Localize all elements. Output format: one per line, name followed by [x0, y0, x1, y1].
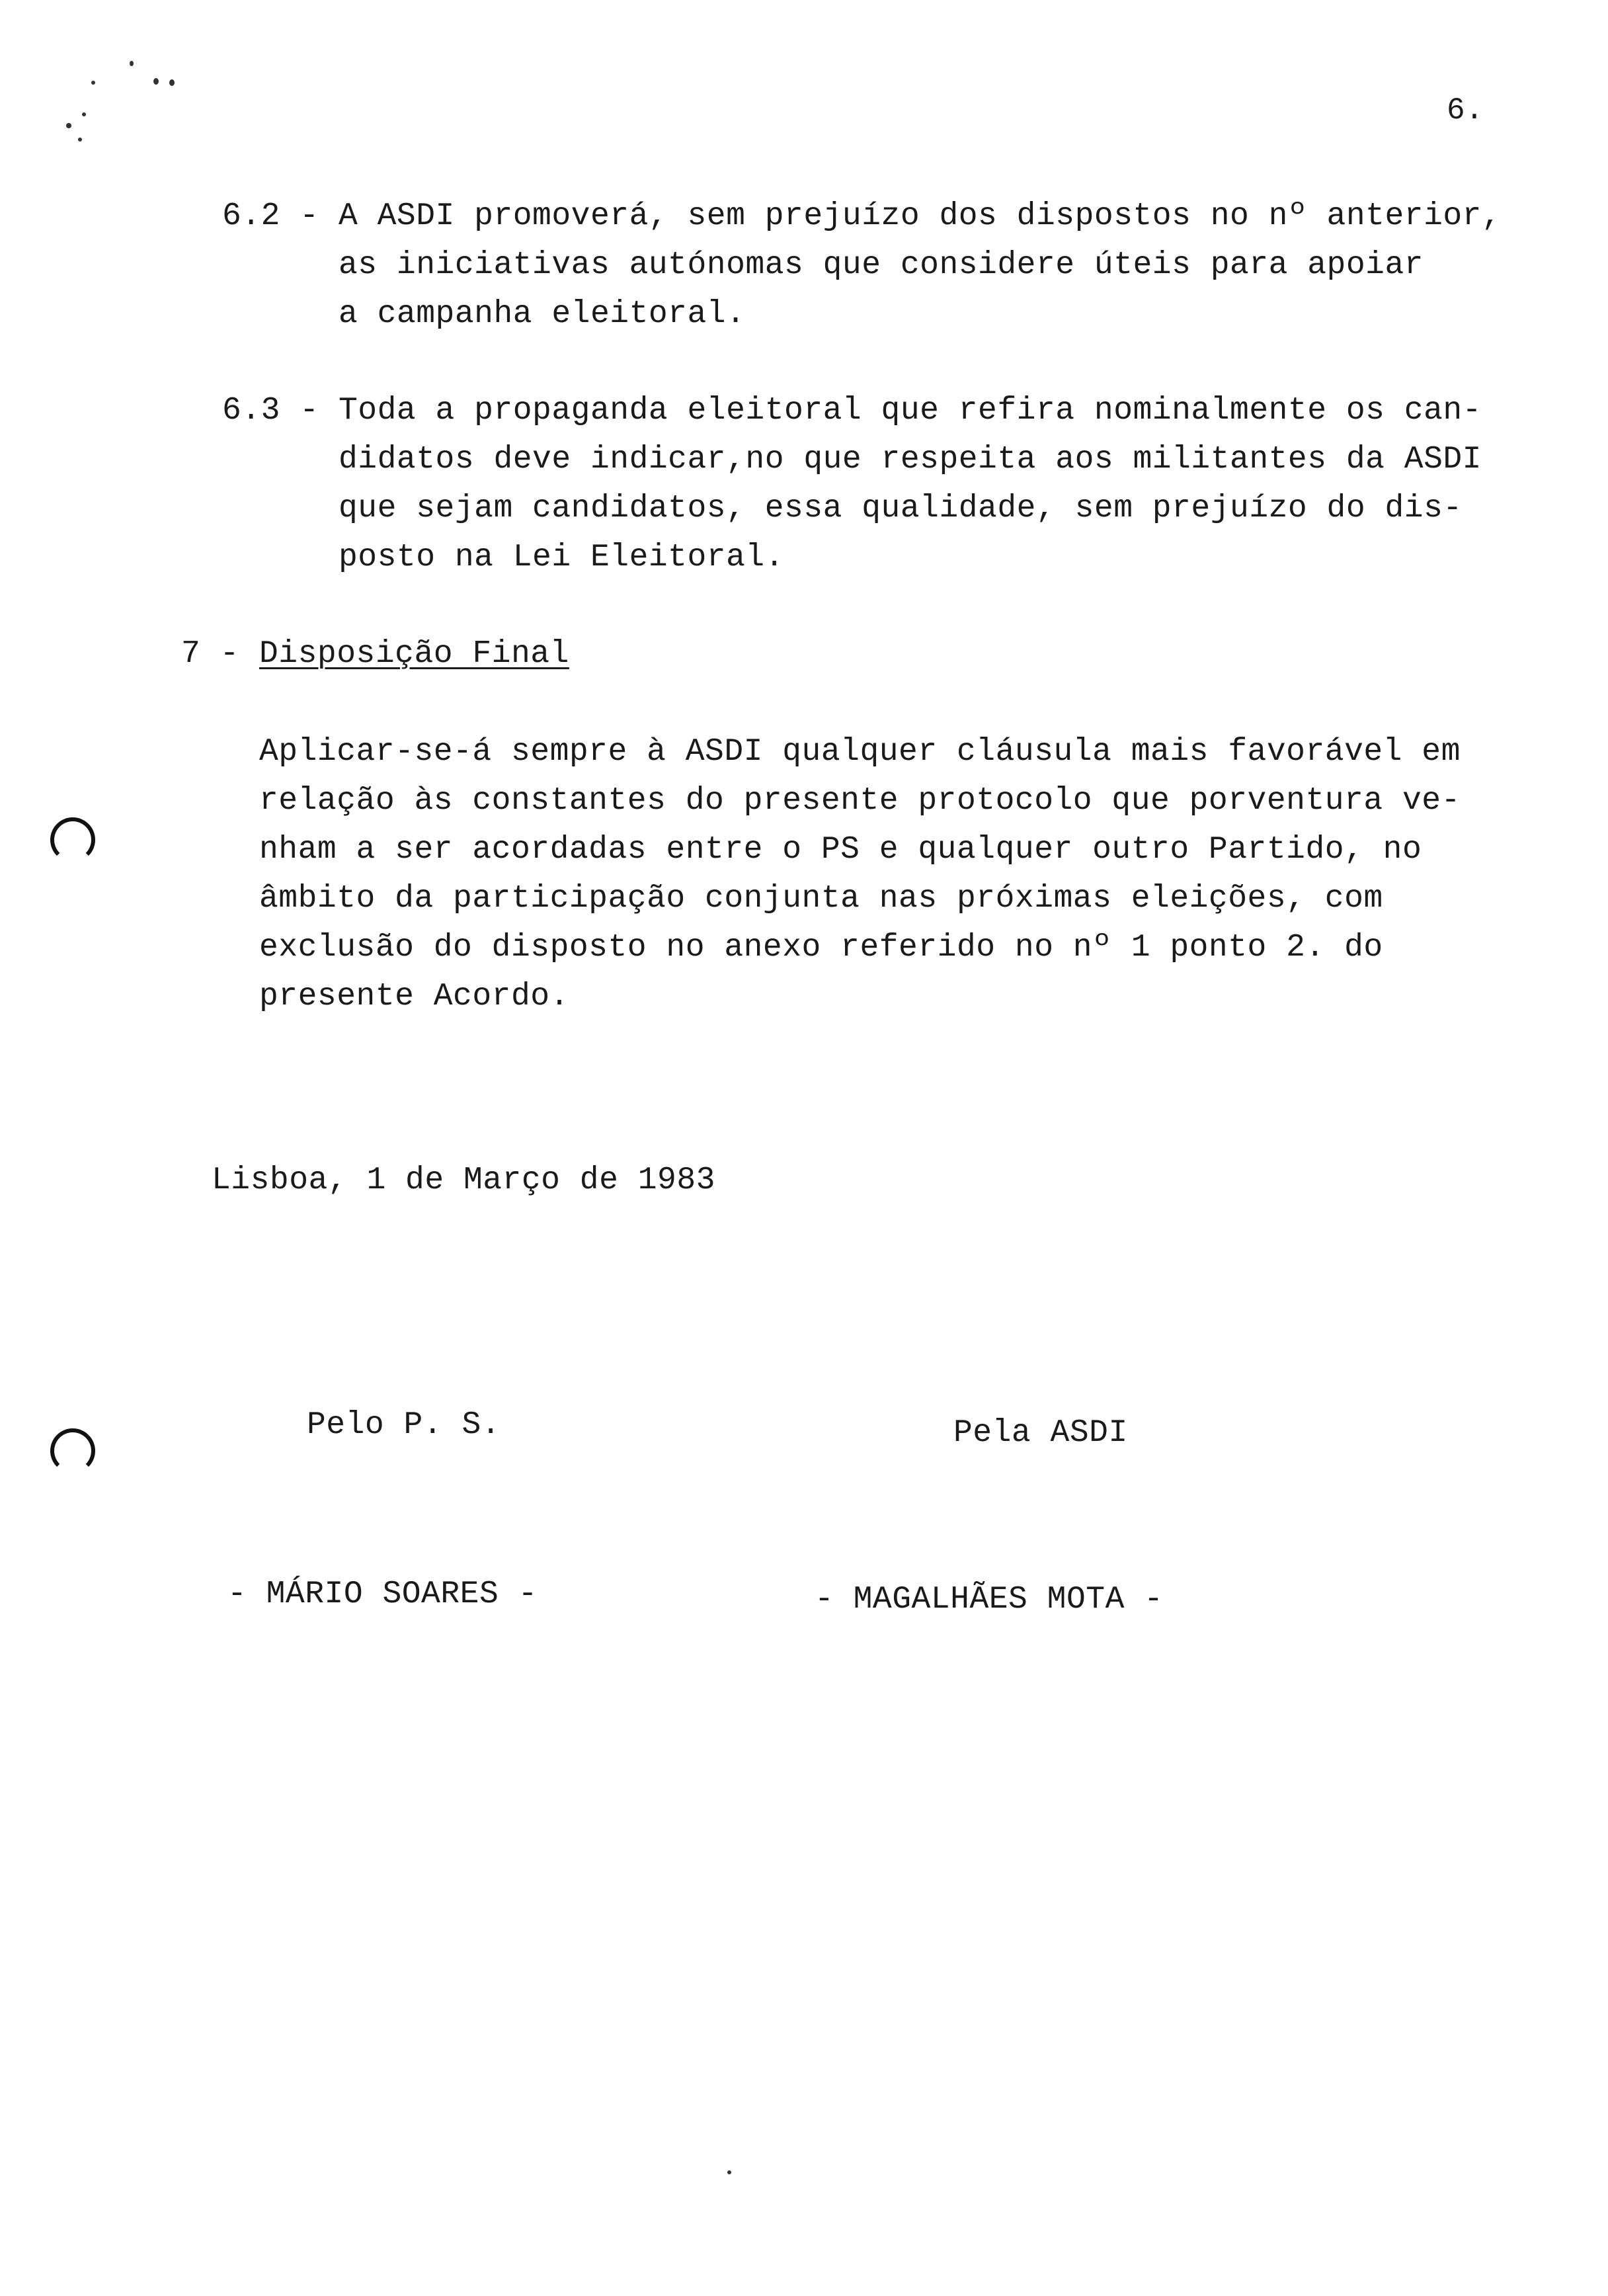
page-number: 6. [1447, 93, 1484, 128]
place-date: Lisboa, 1 de Março de 1983 [212, 1163, 715, 1198]
scan-speck [82, 112, 86, 116]
scan-speck [130, 61, 134, 66]
section-6-3-line: posto na Lei Eleitoral. [339, 540, 785, 575]
section-6-2-line: a campanha eleitoral. [339, 296, 746, 332]
scan-speck [727, 2170, 731, 2174]
signature-right-name: - MAGALHÃES MOTA - [815, 1582, 1164, 1618]
section-7-line: nham a ser acordadas entre o PS e qualquer outro Partido, no [259, 832, 1422, 868]
punch-hole-lower [50, 1428, 95, 1473]
section-7-line: presente Acordo. [259, 979, 569, 1014]
section-6-3-line: que sejam candidatos, essa qualidade, sem prejuízo do dis- [339, 491, 1463, 526]
scan-speck [66, 123, 71, 128]
section-7-number: 7 - [181, 636, 239, 672]
section-6-2-number: 6.2 - [222, 198, 319, 234]
scan-speck [153, 78, 159, 85]
punch-hole-upper [50, 817, 95, 862]
section-7-line: âmbito da participação conjunta nas próximas eleições, com [259, 881, 1383, 917]
section-7-line: relação às constantes do presente protocolo que porventura ve- [259, 783, 1461, 819]
section-6-3-number: 6.3 - [222, 393, 319, 429]
section-7-line: Aplicar-se-á sempre à ASDI qualquer cláusula mais favorável em [259, 734, 1461, 770]
signature-left-name: - MÁRIO SOARES - [227, 1577, 538, 1612]
signature-right-label: Pela ASDI [953, 1415, 1128, 1451]
section-6-3-line: didatos deve indicar,no que respeita aos militantes da ASDI [339, 442, 1482, 477]
scan-speck [78, 138, 82, 142]
section-7-title: Disposição Final [259, 636, 569, 672]
section-6-3-line: Toda a propaganda eleitoral que refira nominalmente os can- [339, 393, 1482, 429]
scan-speck [91, 81, 95, 85]
section-6-2-line: A ASDI promoverá, sem prejuízo dos dispostos no nº anterior, [339, 198, 1502, 234]
section-6-2-line: as iniciativas autónomas que considere úteis para apoiar [339, 247, 1424, 283]
section-7-line: exclusão do disposto no anexo referido no nº 1 ponto 2. do [259, 930, 1383, 965]
signature-left-label: Pelo P. S. [307, 1407, 501, 1443]
scan-speck [169, 79, 175, 86]
